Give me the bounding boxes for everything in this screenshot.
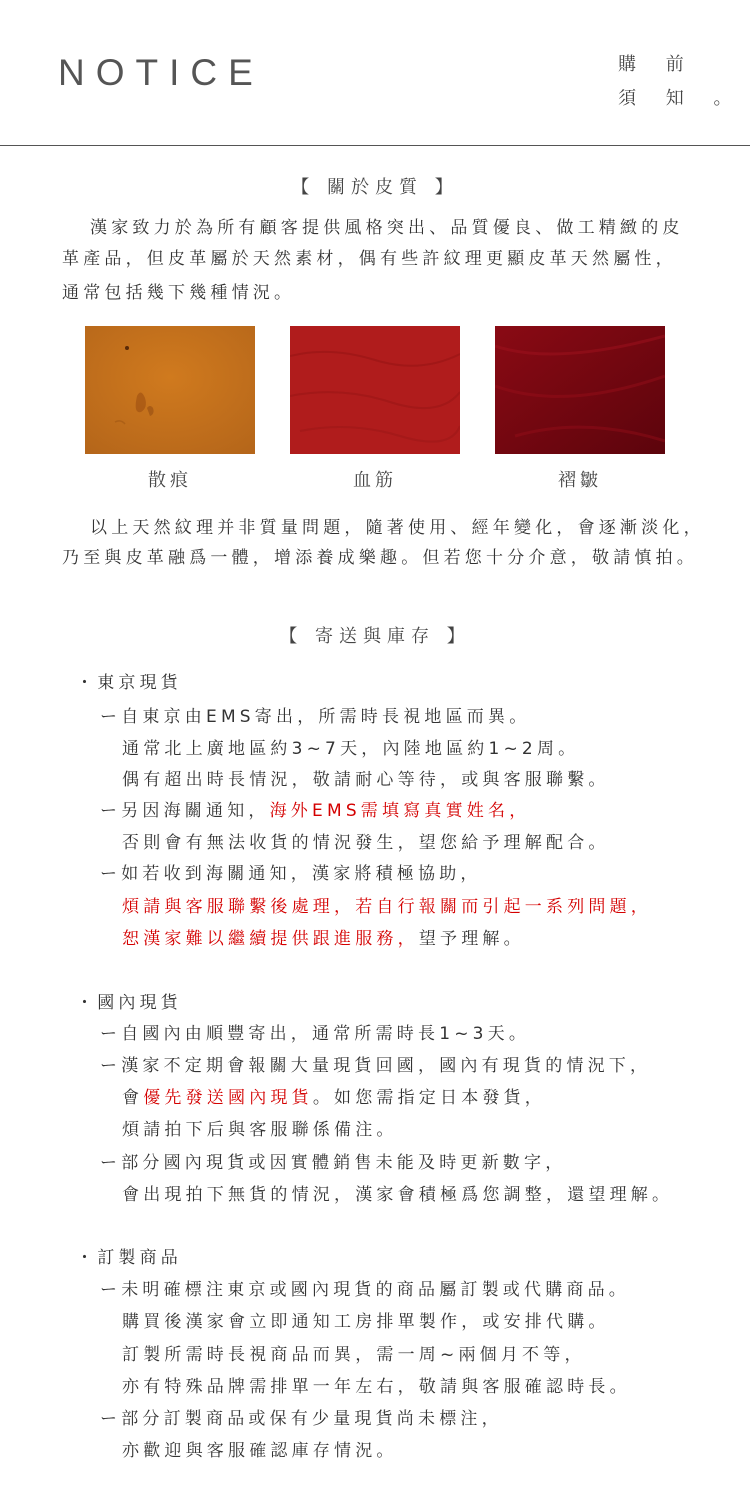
tokyo-heading: ・東京現貨 bbox=[76, 673, 182, 693]
domestic-line-3 bbox=[122, 1083, 546, 1108]
domestic-line-3-text-b: 。如您需指定日本發貨， bbox=[312, 1088, 547, 1108]
tokyo-line-3: 偶有超出時長情況，敬請耐心等待，或與客服聯繫。 bbox=[122, 770, 610, 790]
leather-sample-scratch bbox=[85, 326, 255, 454]
tokyo-line-5: 否則會有無法收貨的情況發生，望您給予理解配合。 bbox=[122, 833, 610, 853]
blood-vein-texture bbox=[290, 326, 460, 454]
domestic-line-1: ー自國內由順豐寄出，通常所需時長1~3天。 bbox=[100, 1024, 531, 1044]
custom-line-2: 購買後漢家會立即通知工房排單製作，或安排代購。 bbox=[122, 1312, 610, 1332]
custom-line-5: ー部分訂製商品或保有少量現貨尚未標注， bbox=[100, 1409, 503, 1429]
leather-sample-label-wrinkle: 褶皺 bbox=[558, 470, 602, 491]
header bbox=[0, 0, 750, 146]
domestic-line-6: 會出現拍下無貨的情況，漢家會積極爲您調整，還望理解。 bbox=[122, 1185, 674, 1205]
leather-sample-blood-vein bbox=[290, 326, 460, 454]
custom-line-6: 亦歡迎與客服確認庫存情況。 bbox=[122, 1441, 398, 1461]
domestic-line-3-highlight: 優先發送國內現貨 bbox=[143, 1088, 313, 1108]
domestic-line-5: ー部分國內現貨或因實體銷售未能及時更新數字， bbox=[100, 1153, 567, 1173]
subtitle-line-1: 購 前 bbox=[618, 54, 696, 75]
custom-line-1: ー未明確標注東京或國內現貨的商品屬訂製或代購商品。 bbox=[100, 1280, 630, 1300]
tokyo-line-8 bbox=[122, 924, 525, 949]
tokyo-line-8-highlight: 恕漢家難以繼續提供跟進服務， bbox=[122, 929, 419, 949]
tokyo-line-7: 煩請與客服聯繫後處理，若自行報關而引起一系列問題， bbox=[122, 897, 652, 917]
page-title: NOTICE bbox=[58, 52, 264, 93]
leather-intro-line-1: 漢家致力於為所有顧客提供風格突出、品質優良、做工精緻的皮 bbox=[90, 218, 684, 238]
leather-sample-label-scratch: 散痕 bbox=[148, 470, 192, 491]
subtitle-line-2: 須 知 。 bbox=[618, 88, 744, 109]
tokyo-line-6: ー如若收到海關通知，漢家將積極協助， bbox=[100, 864, 482, 884]
wrinkle-texture bbox=[495, 326, 665, 454]
scratch-texture bbox=[85, 326, 255, 454]
header-divider bbox=[0, 145, 750, 146]
domestic-heading: ・國內現貨 bbox=[76, 993, 182, 1013]
domestic-line-3-text-a: 會 bbox=[122, 1088, 144, 1108]
leather-outro-line-1: 以上天然紋理并非質量問題，隨著使用、經年變化，會逐漸淡化， bbox=[90, 518, 705, 538]
leather-outro-line-2: 乃至與皮革融爲一體，增添養成樂趣。但若您十分介意，敬請慎拍。 bbox=[62, 548, 698, 568]
leather-intro-line-2: 革產品，但皮革屬於天然素材，偶有些許紋理更顯皮革天然屬性， bbox=[62, 249, 677, 269]
leather-intro-line-3: 通常包括幾下幾種情況。 bbox=[62, 283, 296, 303]
custom-line-4: 亦有特殊品牌需排單一年左右，敬請與客服確認時長。 bbox=[122, 1377, 631, 1397]
leather-sample-label-blood-vein: 血筋 bbox=[353, 470, 397, 491]
custom-line-3: 訂製所需時長視商品而異，需一周~兩個月不等， bbox=[122, 1345, 586, 1365]
tokyo-line-4 bbox=[100, 796, 530, 821]
tokyo-line-8-text: 望予理解。 bbox=[418, 929, 525, 949]
shipping-section-title: 【 寄送與庫存 】 bbox=[279, 626, 471, 647]
tokyo-line-1: ー自東京由EMS寄出，所需時長視地區而異。 bbox=[100, 707, 531, 727]
leather-sample-wrinkle bbox=[495, 326, 665, 454]
domestic-line-2: ー漢家不定期會報關大量現貨回國，國內有現貨的情況下， bbox=[100, 1056, 652, 1076]
tokyo-line-4-highlight: 海外EMS需填寫真實姓名， bbox=[269, 801, 531, 821]
tokyo-line-4-text: ー另因海關通知， bbox=[100, 801, 270, 821]
tokyo-line-2: 通常北上廣地區約3~7天，內陸地區約1~2周。 bbox=[122, 739, 580, 759]
leather-section-title: 【 關於皮質 】 bbox=[291, 177, 459, 198]
custom-heading: ・訂製商品 bbox=[76, 1248, 182, 1268]
domestic-line-4: 煩請拍下后與客服聯係備注。 bbox=[122, 1120, 398, 1140]
